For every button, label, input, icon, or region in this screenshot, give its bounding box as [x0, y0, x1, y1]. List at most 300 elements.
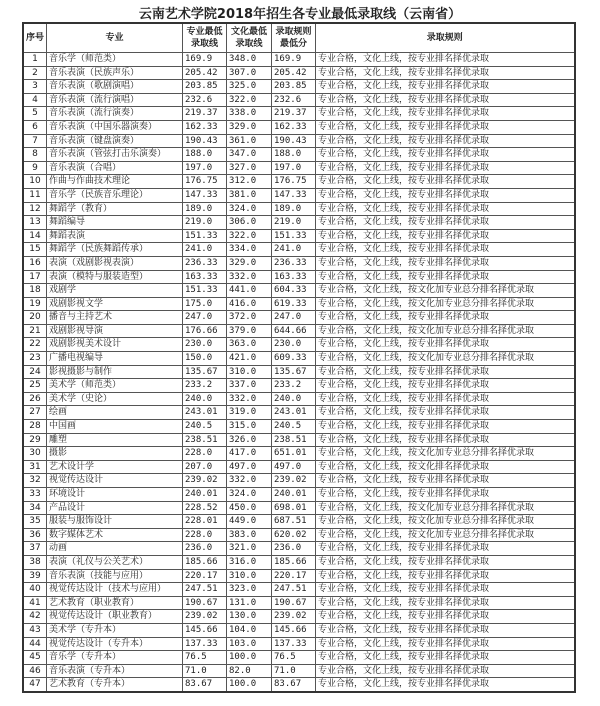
cell-major-min: 176.75: [183, 175, 227, 189]
cell-index: 1: [23, 53, 47, 67]
cell-major-min: 190.67: [183, 596, 227, 610]
cell-culture-min: 82.0: [227, 664, 272, 678]
table-row: [23, 80, 575, 94]
cell-rule: 专业合格，文化上线，按文化加专业总分排名择优录取: [316, 297, 575, 311]
cell-major-min: 135.67: [183, 365, 227, 379]
cell-major-min: 241.0: [183, 243, 227, 257]
cell-index: 43: [23, 623, 47, 637]
cell-major: 表演（礼仪与公关艺术）: [47, 555, 183, 569]
cell-rule: 专业合格，文化上线，按文化加专业总分排名择优录取: [316, 501, 575, 515]
cell-rule-min: 687.51: [272, 515, 316, 529]
cell-culture-min: 324.0: [227, 202, 272, 216]
table-row: [23, 528, 575, 542]
table-row: [23, 311, 575, 325]
cell-index: 47: [23, 678, 47, 692]
table-row: [23, 392, 575, 406]
cell-major-min: 83.67: [183, 678, 227, 692]
cell-culture-min: 306.0: [227, 216, 272, 230]
cell-index: 36: [23, 528, 47, 542]
cell-index: 12: [23, 202, 47, 216]
cell-index: 13: [23, 216, 47, 230]
cell-major: 舞蹈编导: [47, 216, 183, 230]
table-row: [23, 202, 575, 216]
cell-rule-min: 233.2: [272, 379, 316, 393]
table-row: [23, 664, 575, 678]
cell-major: 音乐表演（民族声乐）: [47, 66, 183, 80]
cell-rule: 专业合格，文化上线，按专业排名择优录取: [316, 66, 575, 80]
table-row: [23, 583, 575, 597]
cell-index: 25: [23, 379, 47, 393]
cell-major: 中国画: [47, 420, 183, 434]
cell-culture-min: 307.0: [227, 66, 272, 80]
cell-rule-min: 189.0: [272, 202, 316, 216]
header-rule-min: [272, 23, 316, 53]
cell-rule: 专业合格，文化上线，按专业排名择优录取: [316, 216, 575, 230]
cell-rule-min: 162.33: [272, 120, 316, 134]
cell-rule-min: 135.67: [272, 365, 316, 379]
cell-major-min: 240.0: [183, 392, 227, 406]
cell-rule-min: 236.0: [272, 542, 316, 556]
cell-rule: 专业合格，文化上线，按专业排名择优录取: [316, 53, 575, 67]
cell-rule-min: 137.33: [272, 637, 316, 651]
table-row: [23, 542, 575, 556]
table-row: [23, 420, 575, 434]
cell-major: 艺术设计学: [47, 460, 183, 474]
table-row: [23, 474, 575, 488]
cell-major: 表演（戏剧影视表演）: [47, 256, 183, 270]
cell-major-min: 188.0: [183, 148, 227, 162]
header-rule: 录取规则: [316, 23, 575, 53]
cell-major: 音乐表演（歌剧演唱）: [47, 80, 183, 94]
cell-index: 3: [23, 80, 47, 94]
cell-index: 40: [23, 583, 47, 597]
cell-culture-min: 321.0: [227, 542, 272, 556]
cell-index: 19: [23, 297, 47, 311]
cell-rule: 专业合格，文化上线，按专业排名择优录取: [316, 651, 575, 665]
cell-rule: 专业合格，文化上线，按专业排名择优录取: [316, 420, 575, 434]
cell-culture-min: 100.0: [227, 678, 272, 692]
cell-index: 38: [23, 555, 47, 569]
cell-major-min: 189.0: [183, 202, 227, 216]
table-row: [23, 107, 575, 121]
cell-major-min: 151.33: [183, 229, 227, 243]
table-row: [23, 134, 575, 148]
admission-table: [22, 22, 576, 693]
cell-culture-min: 334.0: [227, 243, 272, 257]
cell-index: 29: [23, 433, 47, 447]
table-row: [23, 352, 575, 366]
table-row: [23, 93, 575, 107]
cell-rule-min: 698.01: [272, 501, 316, 515]
cell-culture-min: 325.0: [227, 80, 272, 94]
table-row: [23, 501, 575, 515]
header-culture-min-line1: 文化最低: [231, 27, 268, 37]
cell-index: 6: [23, 120, 47, 134]
cell-major-min: 205.42: [183, 66, 227, 80]
cell-index: 21: [23, 324, 47, 338]
cell-major-min: 219.37: [183, 107, 227, 121]
cell-index: 8: [23, 148, 47, 162]
cell-major: 视觉传达设计（专升本）: [47, 637, 183, 651]
cell-rule-min: 230.0: [272, 338, 316, 352]
cell-index: 32: [23, 474, 47, 488]
cell-rule-min: 651.01: [272, 447, 316, 461]
cell-major-min: 175.0: [183, 297, 227, 311]
cell-index: 42: [23, 610, 47, 624]
header-major: 专业: [47, 23, 183, 53]
cell-culture-min: 379.0: [227, 324, 272, 338]
cell-major: 音乐表演（中国乐器演奏）: [47, 120, 183, 134]
cell-major-min: 240.01: [183, 488, 227, 502]
cell-rule: 专业合格，文化上线，按专业排名择优录取: [316, 623, 575, 637]
cell-rule-min: 163.33: [272, 270, 316, 284]
cell-rule-min: 176.75: [272, 175, 316, 189]
cell-major-min: 150.0: [183, 352, 227, 366]
cell-rule-min: 247.51: [272, 583, 316, 597]
cell-major-min: 76.5: [183, 651, 227, 665]
table-row: [23, 515, 575, 529]
cell-major: 影视摄影与制作: [47, 365, 183, 379]
cell-index: 11: [23, 188, 47, 202]
cell-index: 26: [23, 392, 47, 406]
cell-rule: 专业合格，文化上线，按文化加专业总分排名择优录取: [316, 324, 575, 338]
cell-major-min: 220.17: [183, 569, 227, 583]
cell-culture-min: 316.0: [227, 555, 272, 569]
table-row: [23, 447, 575, 461]
cell-major-min: 233.2: [183, 379, 227, 393]
cell-rule: 专业合格，文化上线，按文化加专业总分排名择优录取: [316, 515, 575, 529]
cell-culture-min: 416.0: [227, 297, 272, 311]
cell-rule: 专业合格，文化上线，按专业排名择优录取: [316, 107, 575, 121]
cell-rule: 专业合格，文化上线，按专业排名择优录取: [316, 406, 575, 420]
cell-major: 视觉传达设计: [47, 474, 183, 488]
cell-culture-min: 449.0: [227, 515, 272, 529]
table-row: [23, 229, 575, 243]
cell-major-min: 176.66: [183, 324, 227, 338]
header-major-min-line2: 录取线: [191, 39, 219, 49]
cell-major: 音乐学（民族音乐理论）: [47, 188, 183, 202]
cell-major: 舞蹈表演: [47, 229, 183, 243]
cell-index: 34: [23, 501, 47, 515]
cell-culture-min: 322.0: [227, 93, 272, 107]
cell-culture-min: 131.0: [227, 596, 272, 610]
table-row: [23, 243, 575, 257]
cell-index: 28: [23, 420, 47, 434]
cell-rule-min: 238.51: [272, 433, 316, 447]
table-row: [23, 596, 575, 610]
cell-index: 15: [23, 243, 47, 257]
cell-major-min: 228.52: [183, 501, 227, 515]
cell-index: 23: [23, 352, 47, 366]
cell-major: 音乐表演（合唱）: [47, 161, 183, 175]
cell-rule-min: 219.0: [272, 216, 316, 230]
table-row: [23, 256, 575, 270]
table-row: [23, 175, 575, 189]
cell-major: 戏剧学: [47, 284, 183, 298]
table-row: [23, 216, 575, 230]
cell-rule-min: 236.33: [272, 256, 316, 270]
cell-index: 39: [23, 569, 47, 583]
cell-culture-min: 324.0: [227, 488, 272, 502]
cell-rule-min: 145.66: [272, 623, 316, 637]
cell-major-min: 240.5: [183, 420, 227, 434]
cell-rule: 专业合格，文化上线，按专业排名择优录取: [316, 488, 575, 502]
cell-index: 9: [23, 161, 47, 175]
cell-culture-min: 332.0: [227, 270, 272, 284]
table-row: [23, 460, 575, 474]
cell-culture-min: 326.0: [227, 433, 272, 447]
cell-index: 30: [23, 447, 47, 461]
cell-rule: 专业合格，文化上线，按文化加专业总分排名择优录取: [316, 447, 575, 461]
cell-major-min: 247.51: [183, 583, 227, 597]
cell-rule-min: 190.43: [272, 134, 316, 148]
cell-culture-min: 417.0: [227, 447, 272, 461]
cell-major: 数字媒体艺术: [47, 528, 183, 542]
cell-major-min: 239.02: [183, 610, 227, 624]
cell-culture-min: 332.0: [227, 392, 272, 406]
cell-index: 16: [23, 256, 47, 270]
cell-major: 作曲与作曲技术理论: [47, 175, 183, 189]
cell-index: 44: [23, 637, 47, 651]
cell-index: 14: [23, 229, 47, 243]
cell-rule: 专业合格，文化上线，按文化加专业总分排名择优录取: [316, 528, 575, 542]
cell-rule: 专业合格，文化上线，按专业排名择优录取: [316, 542, 575, 556]
table-row: [23, 161, 575, 175]
header-culture-min-line2: 录取线: [235, 39, 263, 49]
cell-major-min: 228.0: [183, 528, 227, 542]
cell-rule-min: 240.5: [272, 420, 316, 434]
cell-rule-min: 147.33: [272, 188, 316, 202]
cell-culture-min: 383.0: [227, 528, 272, 542]
cell-culture-min: 332.0: [227, 474, 272, 488]
cell-major-min: 145.66: [183, 623, 227, 637]
table-row: [23, 569, 575, 583]
table-row: [23, 555, 575, 569]
cell-rule-min: 620.02: [272, 528, 316, 542]
cell-culture-min: 130.0: [227, 610, 272, 624]
cell-rule: 专业合格，文化上线，按专业排名择优录取: [316, 175, 575, 189]
table-row: [23, 324, 575, 338]
cell-culture-min: 319.0: [227, 406, 272, 420]
cell-rule: 专业合格，文化上线，按专业排名择优录取: [316, 637, 575, 651]
cell-rule-min: 219.37: [272, 107, 316, 121]
cell-major-min: 137.33: [183, 637, 227, 651]
cell-index: 7: [23, 134, 47, 148]
cell-index: 45: [23, 651, 47, 665]
cell-major: 音乐表演（流行演奏）: [47, 107, 183, 121]
table-body: [23, 53, 575, 692]
cell-major-min: 169.9: [183, 53, 227, 67]
header-rule-min-line1: 录取规则: [275, 27, 312, 37]
cell-rule: 专业合格，文化上线，按专业排名择优录取: [316, 555, 575, 569]
cell-rule: 专业合格，文化上线，按文化加专业总分排名择优录取: [316, 352, 575, 366]
cell-major-min: 232.6: [183, 93, 227, 107]
cell-index: 20: [23, 311, 47, 325]
cell-major: 艺术教育（职业教育）: [47, 596, 183, 610]
cell-major: 舞蹈学（民族舞蹈传承）: [47, 243, 183, 257]
cell-culture-min: 372.0: [227, 311, 272, 325]
cell-major-min: 71.0: [183, 664, 227, 678]
cell-major-min: 219.0: [183, 216, 227, 230]
table-row: [23, 365, 575, 379]
cell-culture-min: 329.0: [227, 120, 272, 134]
cell-rule-min: 239.02: [272, 610, 316, 624]
cell-major-min: 228.01: [183, 515, 227, 529]
cell-major-min: 151.33: [183, 284, 227, 298]
cell-rule: 专业合格，文化上线，按专业排名择优录取: [316, 311, 575, 325]
cell-rule-min: 220.17: [272, 569, 316, 583]
cell-major: 美术学（史论）: [47, 392, 183, 406]
cell-culture-min: 441.0: [227, 284, 272, 298]
cell-major: 戏剧影视文学: [47, 297, 183, 311]
cell-major: 音乐表演（流行演唱）: [47, 93, 183, 107]
cell-rule-min: 76.5: [272, 651, 316, 665]
cell-major-min: 228.0: [183, 447, 227, 461]
table-row: [23, 379, 575, 393]
cell-major: 视觉传达设计（职业教育）: [47, 610, 183, 624]
cell-index: 18: [23, 284, 47, 298]
cell-major: 音乐学（专升本）: [47, 651, 183, 665]
cell-major-min: 203.85: [183, 80, 227, 94]
cell-rule: 专业合格，文化上线，按专业排名择优录取: [316, 379, 575, 393]
cell-rule-min: 188.0: [272, 148, 316, 162]
cell-rule: 专业合格，文化上线，按专业排名择优录取: [316, 338, 575, 352]
cell-culture-min: 323.0: [227, 583, 272, 597]
cell-culture-min: 347.0: [227, 148, 272, 162]
cell-rule-min: 185.66: [272, 555, 316, 569]
cell-rule: 专业合格，文化上线，按专业排名择优录取: [316, 202, 575, 216]
cell-index: 5: [23, 107, 47, 121]
table-row: [23, 623, 575, 637]
cell-rule: 专业合格，文化上线，按专业排名择优录取: [316, 120, 575, 134]
cell-rule-min: 169.9: [272, 53, 316, 67]
cell-index: 27: [23, 406, 47, 420]
table-row: [23, 188, 575, 202]
cell-index: 24: [23, 365, 47, 379]
cell-major-min: 197.0: [183, 161, 227, 175]
header-culture-min: [227, 23, 272, 53]
table-row: [23, 678, 575, 692]
cell-rule: 专业合格，文化上线，按专业排名择优录取: [316, 392, 575, 406]
table-row: [23, 488, 575, 502]
cell-culture-min: 103.0: [227, 637, 272, 651]
cell-culture-min: 312.0: [227, 175, 272, 189]
cell-major-min: 243.01: [183, 406, 227, 420]
header-major-min-line1: 专业最低: [186, 27, 223, 37]
cell-index: 41: [23, 596, 47, 610]
cell-major: 音乐表演（专升本）: [47, 664, 183, 678]
cell-rule-min: 604.33: [272, 284, 316, 298]
document-title: 云南艺术学院2018年招生各专业最低录取线（云南省）: [138, 7, 462, 22]
cell-culture-min: 322.0: [227, 229, 272, 243]
cell-major-min: 147.33: [183, 188, 227, 202]
cell-major-min: 236.33: [183, 256, 227, 270]
cell-index: 31: [23, 460, 47, 474]
header-index: 序号: [23, 23, 47, 53]
cell-major: 音乐表演（键盘演奏）: [47, 134, 183, 148]
cell-major: 环境设计: [47, 488, 183, 502]
cell-major: 戏剧影视美术设计: [47, 338, 183, 352]
cell-index: 4: [23, 93, 47, 107]
table-row: [23, 610, 575, 624]
cell-rule: 专业合格，文化上线，按专业排名择优录取: [316, 583, 575, 597]
cell-rule: 专业合格，文化上线，按专业排名择优录取: [316, 243, 575, 257]
cell-culture-min: 315.0: [227, 420, 272, 434]
cell-rule: 专业合格，文化上线，按专业排名择优录取: [316, 188, 575, 202]
cell-index: 2: [23, 66, 47, 80]
cell-rule: 专业合格，文化上线，按专业排名择优录取: [316, 610, 575, 624]
cell-major-min: 207.0: [183, 460, 227, 474]
cell-rule-min: 71.0: [272, 664, 316, 678]
table-row: [23, 284, 575, 298]
cell-rule-min: 239.02: [272, 474, 316, 488]
cell-culture-min: 361.0: [227, 134, 272, 148]
table-row: [23, 651, 575, 665]
cell-culture-min: 337.0: [227, 379, 272, 393]
cell-rule-min: 240.01: [272, 488, 316, 502]
cell-major-min: 163.33: [183, 270, 227, 284]
cell-major-min: 162.33: [183, 120, 227, 134]
cell-rule: 专业合格，文化上线，按专业排名择优录取: [316, 474, 575, 488]
cell-culture-min: 381.0: [227, 188, 272, 202]
cell-rule-min: 190.67: [272, 596, 316, 610]
cell-index: 33: [23, 488, 47, 502]
cell-major: 戏剧影视导演: [47, 324, 183, 338]
cell-major-min: 185.66: [183, 555, 227, 569]
table-row: [23, 270, 575, 284]
cell-rule: 专业合格，文化上线，按文化排名择优录取: [316, 460, 575, 474]
cell-rule: 专业合格，文化上线，按专业排名择优录取: [316, 134, 575, 148]
cell-rule-min: 240.0: [272, 392, 316, 406]
cell-major: 动画: [47, 542, 183, 556]
cell-index: 37: [23, 542, 47, 556]
cell-rule: 专业合格，文化上线，按专业排名择优录取: [316, 80, 575, 94]
cell-major-min: 190.43: [183, 134, 227, 148]
cell-culture-min: 338.0: [227, 107, 272, 121]
cell-rule-min: 203.85: [272, 80, 316, 94]
cell-rule: 专业合格，文化上线，按专业排名择优录取: [316, 596, 575, 610]
table-row: [23, 53, 575, 67]
cell-culture-min: 104.0: [227, 623, 272, 637]
cell-major: 雕塑: [47, 433, 183, 447]
cell-culture-min: 100.0: [227, 651, 272, 665]
cell-rule-min: 247.0: [272, 311, 316, 325]
header-major-min: [183, 23, 227, 53]
cell-rule-min: 619.33: [272, 297, 316, 311]
cell-rule-min: 151.33: [272, 229, 316, 243]
cell-major: 音乐学（师范类）: [47, 53, 183, 67]
cell-rule: 专业合格，文化上线，按专业排名择优录取: [316, 664, 575, 678]
table-row: [23, 406, 575, 420]
table-row: [23, 120, 575, 134]
cell-major: 产品设计: [47, 501, 183, 515]
cell-rule: 专业合格，文化上线，按专业排名择优录取: [316, 433, 575, 447]
cell-rule-min: 83.67: [272, 678, 316, 692]
cell-major: 播音与主持艺术: [47, 311, 183, 325]
table-row: [23, 433, 575, 447]
cell-rule: 专业合格，文化上线，按专业排名择优录取: [316, 569, 575, 583]
cell-major: 绘画: [47, 406, 183, 420]
cell-major: 音乐表演（管弦打击乐演奏）: [47, 148, 183, 162]
cell-major-min: 247.0: [183, 311, 227, 325]
cell-rule: 专业合格，文化上线，按专业排名择优录取: [316, 256, 575, 270]
table-row: [23, 66, 575, 80]
cell-major: 视觉传达设计（技术与应用）: [47, 583, 183, 597]
table-row: [23, 637, 575, 651]
cell-rule-min: 205.42: [272, 66, 316, 80]
cell-rule-min: 497.0: [272, 460, 316, 474]
cell-culture-min: 310.0: [227, 365, 272, 379]
